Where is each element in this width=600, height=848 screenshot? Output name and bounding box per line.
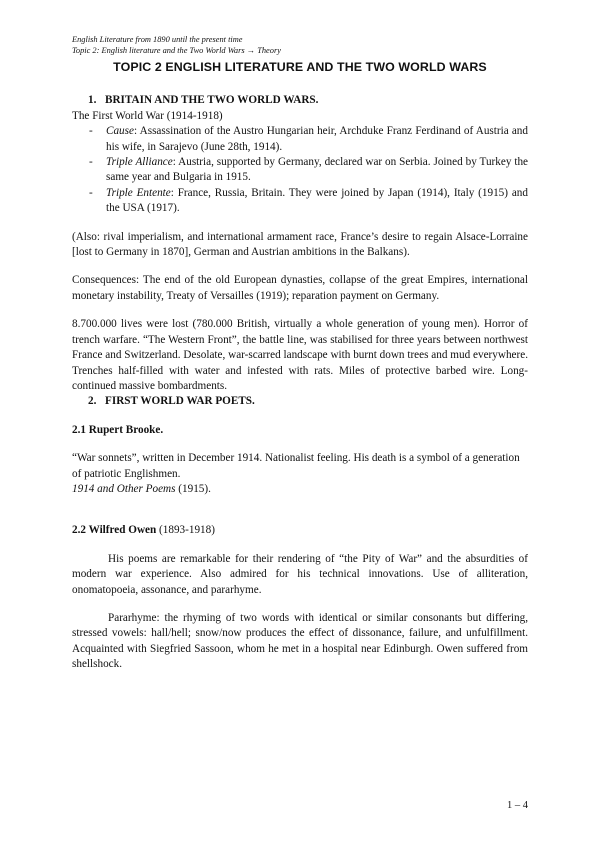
brooke-work-year: (1915). — [175, 482, 211, 495]
lives-paragraph: 8.700.000 lives were lost (780.000 British, virtually a whole generation of young men). Horror of trench warfare. “The Western Front”, the battle line, was stabilised for three years between northwest France and Switzerland. Desolate, war-scarred landscape with burnt down trees and mud everywhere. Trenches half-filled with water and infested with rats. Miles of protective barbed wire. Long-continued massive bombardments. — [72, 318, 528, 392]
page-title: TOPIC 2 ENGLISH LITERATURE AND THE TWO WORLD WARS — [113, 60, 487, 74]
section2-heading — [72, 394, 528, 409]
owen-paragraph-2: Pararhyme: the rhyming of two words with identical or similar consonants but differing, stressed vowels: hall/hell; snow/now produces the effect of dissonance, failure, and unfulfillment. Acquainted with Siegfried Sassoon, whom he met in a hospital near Edinburgh. Owen suffered from shellshock. — [72, 611, 528, 671]
also-paragraph: (Also: rival imperialism, and international armament race, France’s desire to regain Alsace-Lorraine [lost to Germany in 1870], German and Austrian ambitions in the Balkans). — [72, 230, 528, 259]
document-page — [72, 34, 528, 673]
section1-heading — [72, 93, 528, 108]
list-item: - Triple Alliance: Austria, supported by Germany, declared war on Serbia. Joined by Turkey the same year and Bulgaria in 1915. — [89, 156, 529, 184]
bullet-text: : Assassination of the Austro Hungarian heir, Archduke Franz Ferdinand of Austria and his wife, in Sarajevo (June 28th, 1914). — [106, 125, 528, 153]
section2-number: 2. — [88, 395, 97, 408]
running-header-line1: English Literature from 1890 until the present time — [72, 35, 243, 44]
brooke-work-title: 1914 and Other Poems — [72, 482, 176, 495]
brooke-heading: 2.1 Rupert Brooke. — [72, 423, 164, 436]
section1-number: 1. — [88, 94, 97, 107]
section2-title: FIRST WORLD WAR POETS. — [105, 395, 255, 408]
brooke-paragraph: “War sonnets”, written in December 1914. Nationalist feeling. His death is a symbol of a generation of patriotic Englishmen. — [72, 452, 520, 480]
owen-heading: 2.2 Wilfred Owen — [72, 524, 157, 537]
consequences-paragraph: Consequences: The end of the old European dynasties, collapse of the great Empires, international monetary instability, Treaty of Versailles (1919); reparation payment on Germany. — [72, 274, 528, 302]
causes-list — [72, 124, 528, 216]
brooke-work — [72, 482, 528, 497]
owen-dates: (1893-1918) — [156, 524, 215, 537]
bullet-text: : Austria, supported by Germany, declared war on Serbia. Joined by Turkey the same year and Bulgaria in 1915. — [106, 156, 529, 184]
bullet-label: Triple Alliance — [106, 156, 173, 169]
section1-title: BRITAIN AND THE TWO WORLD WARS. — [105, 94, 319, 107]
owen-paragraph-1: His poems are remarkable for their rendering of “the Pity of War” and the absurdities of modern war experience. Also admired for his technical innovations. Use of alliteration, onomatopoeia, assonance, and pararhyme. — [72, 552, 528, 596]
page-number: 1 – 4 — [507, 800, 528, 811]
list-item: - Cause: Assassination of the Austro Hungarian heir, Archduke Franz Ferdinand of Austria and his wife, in Sarajevo (June 28th, 1914). — [89, 125, 528, 153]
running-header-line2: Topic 2: English literature and the Two World Wars → Theory — [72, 46, 281, 55]
bullet-text: : France, Russia, Britain. They were joined by Japan (1914), Italy (1915) and the USA (1917). — [106, 186, 528, 215]
list-item: - Triple Entente: France, Russia, Britain. They were joined by Japan (1914), Italy (1915) and the USA (1917). — [89, 186, 528, 215]
section1-subtitle: The First World War (1914-1918) — [72, 109, 223, 122]
bullet-label: Cause — [106, 125, 134, 138]
bullet-label: Triple Entente — [106, 186, 171, 199]
owen-heading-line — [72, 523, 528, 538]
